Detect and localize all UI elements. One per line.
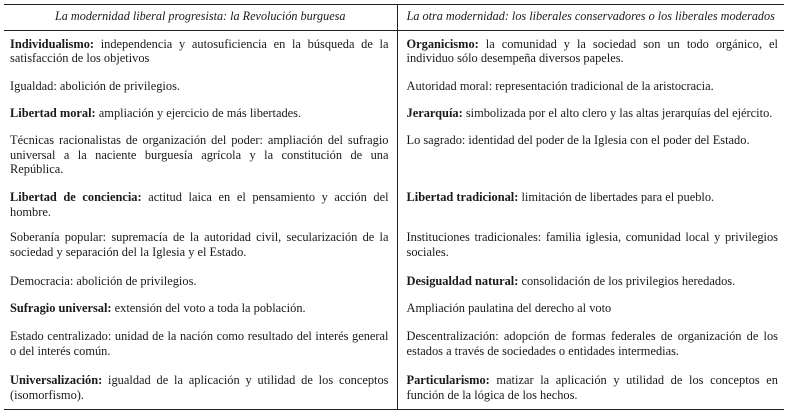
cell-term: Libertad de conciencia: xyxy=(10,190,142,204)
cell-description: ampliación y ejercicio de más libertades. xyxy=(95,106,302,120)
cell-right xyxy=(397,30,784,74)
cell-description: extensión del voto a toda la población. xyxy=(111,301,306,315)
header-liberal-moderado: La otra modernidad: los liberales conservadores o los liberales moderados xyxy=(397,5,784,31)
table-row xyxy=(4,184,784,225)
cell-description: Estado centralizado: unidad de la nación como resultado del interés general o del interés común. xyxy=(10,329,389,358)
header-liberal-progresista: La modernidad liberal progresista: la Revolución burguesa xyxy=(4,5,397,31)
cell-term: Desigualdad natural: xyxy=(406,274,519,288)
cell-term: Particularismo: xyxy=(406,373,490,387)
cell-left xyxy=(4,296,397,323)
table-row xyxy=(4,30,784,74)
table-row xyxy=(4,128,784,184)
cell-right xyxy=(397,101,784,128)
cell-description: Igualdad: abolición de privilegios. xyxy=(10,79,180,93)
cell-right xyxy=(397,184,784,225)
cell-term: Universalización: xyxy=(10,373,103,387)
cell-description: limitación de libertades para el pueblo. xyxy=(518,190,715,204)
cell-right xyxy=(397,368,784,409)
cell-description: Ampliación paulatina del derecho al voto xyxy=(406,301,612,315)
cell-term: Libertad tradicional: xyxy=(406,190,519,204)
cell-description: Lo sagrado: identidad del poder de la Iglesia con el poder del Estado. xyxy=(406,133,750,147)
table-row xyxy=(4,74,784,101)
cell-left xyxy=(4,74,397,101)
cell-description: Democracia: abolición de privilegios. xyxy=(10,274,197,288)
cell-description: actitud laica en el pensamiento y acción del hombre. xyxy=(10,190,389,219)
cell-term: Libertad moral: xyxy=(10,106,96,120)
cell-left xyxy=(4,184,397,225)
table-row xyxy=(4,323,784,368)
cell-left xyxy=(4,30,397,74)
cell-description: Técnicas racionalistas de organización del poder: ampliación del sufragio universal a la naciente burguesía agrícola y la constitución de una República. xyxy=(10,133,389,176)
cell-left xyxy=(4,101,397,128)
table-row xyxy=(4,269,784,296)
cell-right xyxy=(397,74,784,101)
cell-left xyxy=(4,128,397,184)
cell-right xyxy=(397,323,784,368)
cell-description: Instituciones tradicionales: familia iglesia, comunidad local y privilegios sociales. xyxy=(406,230,778,259)
comparison-table-container xyxy=(4,4,784,410)
cell-description: independencia y autosuficiencia en la búsqueda de la satisfacción de los objetivos xyxy=(10,36,389,65)
cell-description: simbolizada por el alto clero y las altas jerarquías del ejército. xyxy=(462,106,773,120)
cell-description: igualdad de la aplicación y utilidad de los conceptos (isomorfismo). xyxy=(10,373,389,402)
table-row xyxy=(4,101,784,128)
cell-term: Sufragio universal: xyxy=(10,301,112,315)
cell-term: Individualismo: xyxy=(10,36,95,51)
table-row xyxy=(4,296,784,323)
cell-left xyxy=(4,368,397,409)
cell-left xyxy=(4,269,397,296)
cell-description: Autoridad moral: representación tradicional de la aristocracia. xyxy=(406,79,714,93)
cell-description: Descentralización: adopción de formas federales de organización de los estados a través de sociedades o entidades intermedias. xyxy=(406,329,778,358)
cell-description: consolidación de los privilegios heredados. xyxy=(518,274,736,288)
table-header-row xyxy=(4,5,784,31)
comparison-table xyxy=(4,4,784,410)
cell-left xyxy=(4,323,397,368)
cell-right xyxy=(397,128,784,184)
cell-description: Soberanía popular: supremacía de la autoridad civil, secularización de la sociedad y separación del la Iglesia y el Estado. xyxy=(10,230,389,259)
cell-description: matizar la aplicación y utilidad de los conceptos en función de la lógica de los hechos. xyxy=(406,373,778,402)
cell-left xyxy=(4,225,397,269)
cell-right xyxy=(397,225,784,269)
cell-description: la comunidad y la sociedad son un todo orgánico, el individuo sólo desempeña diversos papeles. xyxy=(406,36,778,65)
cell-right xyxy=(397,269,784,296)
table-row xyxy=(4,368,784,409)
table-row xyxy=(4,225,784,269)
cell-term: Jerarquía: xyxy=(406,106,463,120)
cell-right xyxy=(397,296,784,323)
cell-term: Organicismo: xyxy=(406,36,479,51)
